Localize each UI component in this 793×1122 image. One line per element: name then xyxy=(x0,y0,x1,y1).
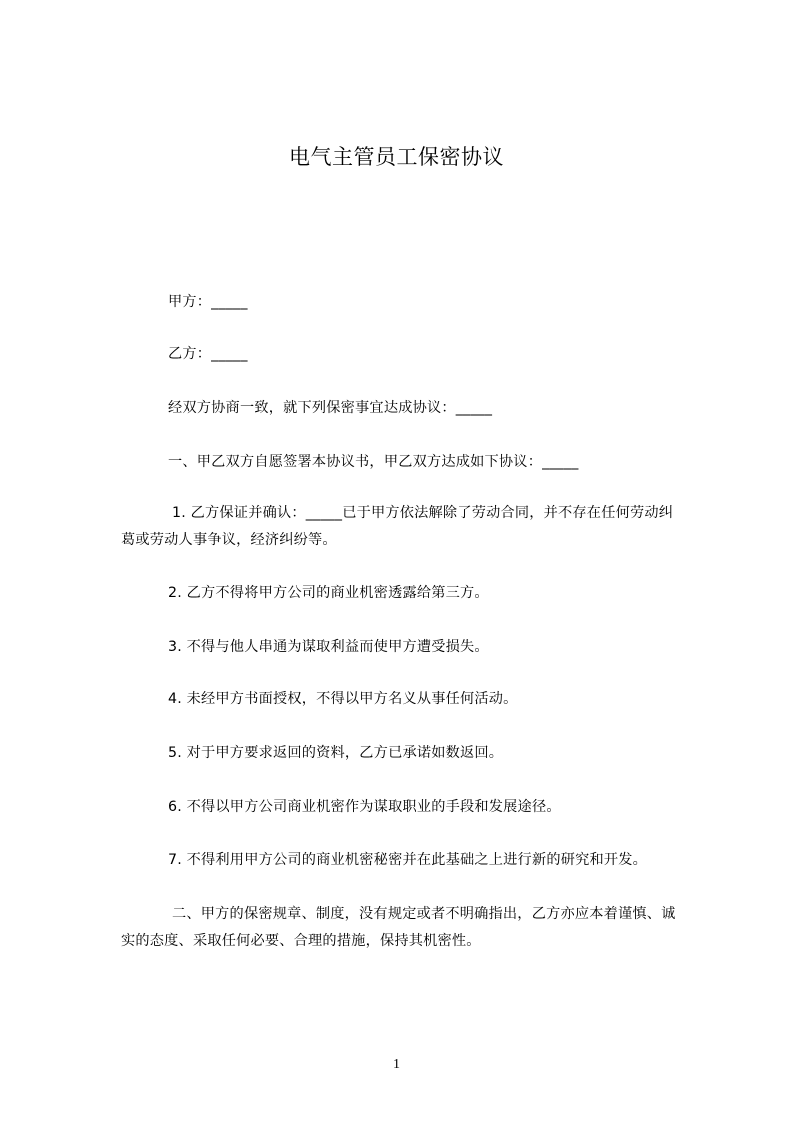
page-number: 1 xyxy=(393,1057,400,1072)
intro-paragraph: 经双方协商一致，就下列保密事宜达成协议：_____ xyxy=(168,400,493,416)
clause-item-2: 2. 乙方不得将甲方公司的商业机密透露给第三方。 xyxy=(168,585,489,601)
clause-item-1: 1. 乙方保证并确认：_____已于甲方依法解除了劳动合同，并不存在任何劳动纠葛或劳动人事争议，经济纠纷等。 xyxy=(121,505,674,548)
document-title: 电气主管员工保密协议 xyxy=(289,145,504,169)
clause-item-5: 5. 对于甲方要求返回的资料，乙方已承诺如数返回。 xyxy=(168,745,504,761)
party-a-line: 甲方：_____ xyxy=(168,294,248,310)
clause-item-4: 4. 未经甲方书面授权，不得以甲方名义从事任何活动。 xyxy=(168,691,518,707)
clause-item-3: 3. 不得与他人串通为谋取利益而使甲方遭受损失。 xyxy=(168,639,489,655)
section-2-paragraph: 二、甲方的保密规章、制度，没有规定或者不明确指出，乙方亦应本着谨慎、诚实的态度、采取任何必要、合理的措施，保持其机密性。 xyxy=(121,906,676,949)
clause-item-7: 7. 不得利用甲方公司的商业机密秘密并在此基础之上进行新的研究和开发。 xyxy=(168,852,648,868)
section-1-heading: 一、甲乙双方自愿签署本协议书，甲乙双方达成如下协议：_____ xyxy=(168,454,579,470)
party-b-line: 乙方：_____ xyxy=(168,346,248,362)
clause-item-6: 6. 不得以甲方公司商业机密作为谋取职业的手段和发展途径。 xyxy=(168,799,561,815)
